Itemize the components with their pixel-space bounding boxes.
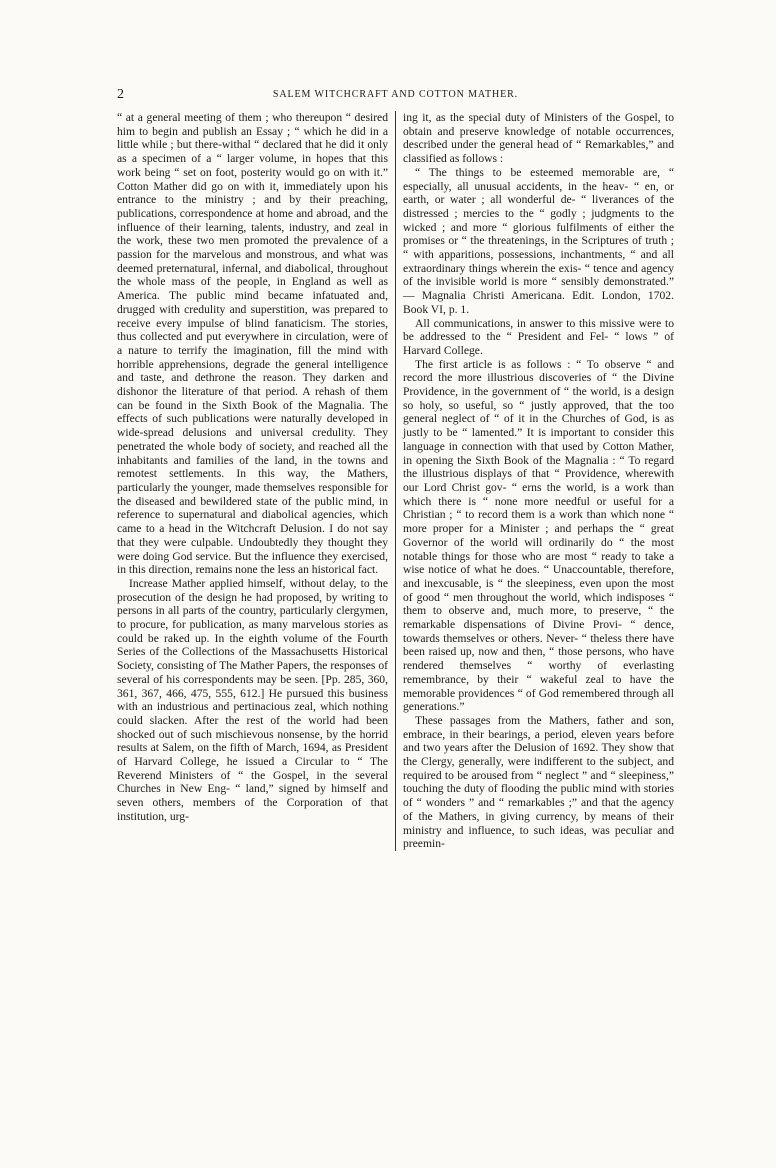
page-header [117, 87, 674, 105]
paragraph: ing it, as the special duty of Ministers of the Gospel, to obtain and preserve knowledge of notable occurrences, described under the general head of “ Remarkables,” and classified as follows : [403, 111, 674, 166]
page-number: 2 [117, 87, 124, 102]
paragraph: The first article is as follows : “ To observe “ and record the more illustrious discoveries of “ the Divine Providence, in the government of “ the world, is a design so holy, so useful, so “ justly approved, that the too general neglect of “ of it in the Churches of God, is as justly to be “ lamented.” It is important to consider this language in connection with that used by Cotton Mather, in opening the Sixth Book of the Magnalia : “ To regard the illustrious displays of that “ Providence, wherewith our Lord Christ gov- “ erns the world, is a work than which there is “ none more needful or useful for a Christian ; “ to record them is a work than which none “ more proper for a Minister ; and perhaps the “ great Governor of the world will ordinarily do “ the most notable things for those who are most “ ready to take a wise notice of what he does. “ Unaccountable, therefore, and inexcusable, is “ the sleepiness, even upon the most of good “ men throughout the world, which indisposes “ them to observe and, much more, to preserve, “ the remarkable dispensations of Divine Provi- “ dence, towards themselves or others. Never- “ theless there have been raised up, now and then, “ those persons, who have rendered themselves “ worthy of everlasting remembrance, by their “ wakeful zeal to have the memorable providences “ of God remembered through all generations.” [403, 357, 674, 714]
paragraph: These passages from the Mathers, father and son, embrace, in their bearings, a period, eleven years before and two years after the Delusion of 1692. They show that the Clergy, generally, were indifferent to the subject, and required to be aroused from “ neglect ” and “ sleepiness,” touching the duty of flooding the public mind with stories of “ wonders ” and “ remarkables ;” and that the agency of the Mathers, in giving currency, by means of their ministry and influence, to such ideas, was peculiar and preemin- [403, 713, 674, 851]
paragraph: All communications, in answer to this missive were to be addressed to the “ President and Fel- “ lows ” of Harvard College. [403, 316, 674, 357]
quotation: “ The things to be esteemed memorable are, “ especially, all unusual accidents, in the heav- “ en, or earth, or water ; all wonderful de- “ liverances of the distressed ; mercies to the “ godly ; judgments to the wicked ; and more “ glorious fulfilments of either the promises or “ the threatenings, in the Scriptures of truth ; “ with apparitions, possessions, inchantments, “ and all extraordinary things wherein the exis- “ tence and agency of the invisible world is more “ sensibly demonstrated.” — Magnalia Christi Americana. Edit. London, 1702. Book VI, p. 1. [403, 165, 674, 316]
column-divider [395, 111, 396, 851]
paragraph: Increase Mather applied himself, without delay, to the prosecution of the design he had proposed, by writing to persons in all parts of the country, particularly clergymen, to procure, for publication, as many marvelous stories as could be raked up. In the eighth volume of the Fourth Series of the Collections of the Massachusetts Historical Society, consisting of The Mather Papers, the responses of several of his correspondents may be seen. [Pp. 285, 360, 361, 367, 466, 475, 555, 612.] He pursued this business with an industrious and pertinacious zeal, which nothing could slacken. After the rest of the world had been shocked out of such mischievous nonsense, by the horrid results at Salem, on the fifth of March, 1694, as President of Harvard College, he issued a Circular to “ The Reverend Ministers of “ the Gospel, in the several Churches in New Eng- “ land,” signed by himself and seven others, members of the Corporation of that institution, urg- [117, 576, 388, 823]
left-column [117, 111, 388, 851]
two-column-body [117, 111, 674, 851]
right-column [403, 111, 674, 851]
running-head: SALEM WITCHCRAFT AND COTTON MATHER. [272, 89, 519, 100]
book-page [117, 87, 674, 1067]
paragraph: “ at a general meeting of them ; who thereupon “ desired him to begin and publish an Essay ; “ which he did in a little while ; but there-withal “ declared that he did it only as a specimen of a “ larger volume, in hopes that this work being “ set on foot, posterity would go on with it.” Cotton Mather did go on with it, immediately upon his entrance to the ministry ; and by their preaching, publications, correspondence at home and abroad, and the influence of their learning, talents, industry, and zeal in the work, these two men promoted the prevalence of a passion for the marvelous and monstrous, and what was deemed preternatural, infernal, and diabolical, throughout the whole mass of the people, in England as well as America. The public mind became infatuated and, drugged with credulity and superstition, was prepared to receive every impulse of blind fanaticism. The stories, thus collected and put everywhere in circulation, were of a nature to terrify the imagination, fill the mind with horrible apprehensions, degrade the general intelligence and taste, and dethrone the reason. They darken and dishonor the literature of that period. A rehash of them can be found in the Sixth Book of the Magnalia. The effects of such publications were naturally developed in wide-spread delusions and universal credulity. They penetrated the whole body of society, and reached all the inhabitants and families of the land, in the towns and remotest settlements. In this way, the Mathers, particularly the younger, made themselves responsible for the diseased and bewildered state of the public mind, in reference to supernatural and diabolical agencies, which came to a head in the Witchcraft Delusion. I do not say that they were culpable. Undoubtedly they thought they were doing God service. But the influence they exercised, in this direction, remains none the less an historical fact. [117, 111, 388, 577]
